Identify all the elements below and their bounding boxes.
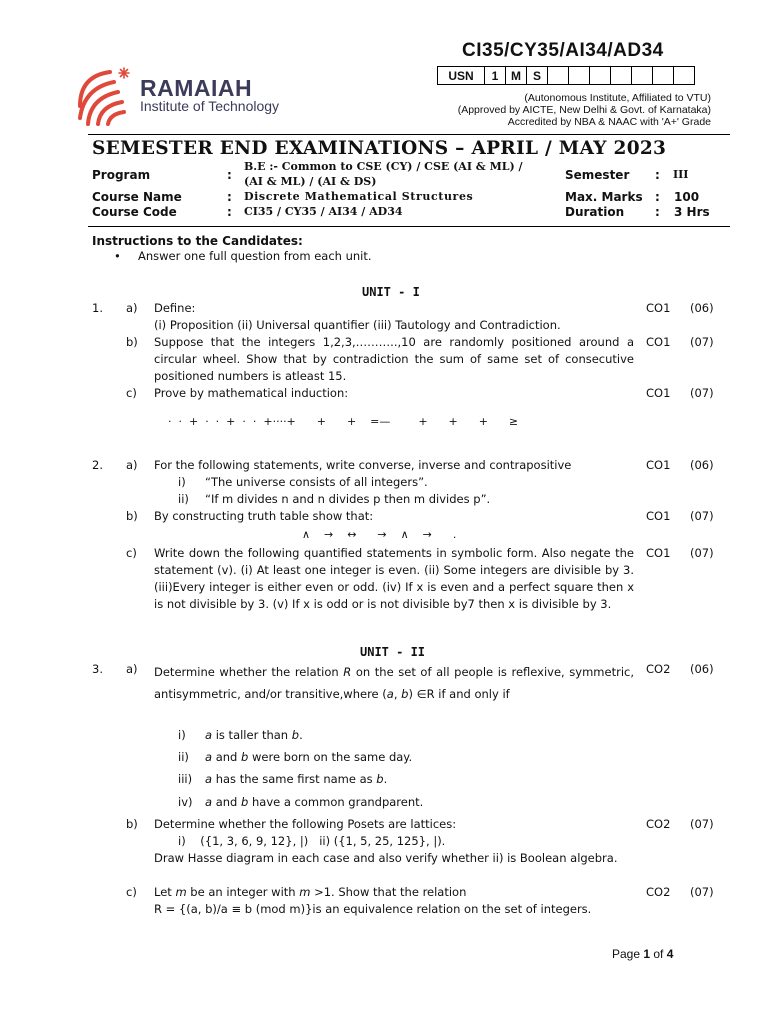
question-text: (i) Proposition (ii) Universal quantifier (iii) Tautology and Contradiction. (154, 318, 561, 332)
bullet-icon: • (114, 249, 121, 263)
course-code-label: Course Code (92, 205, 177, 219)
max-marks-value: 100 (674, 190, 700, 204)
max-marks-label: Max. Marks (565, 190, 643, 204)
duration-value: 3 Hrs (674, 205, 710, 219)
sub-label: a) (126, 301, 138, 315)
marks: (07) (690, 335, 714, 349)
question-text: Define: (154, 301, 196, 315)
usn-cell (548, 67, 569, 85)
marks: (06) (690, 662, 714, 676)
program-value: B.E :- Common to CSE (CY) / CSE (AI & ML) / (244, 160, 523, 173)
sub-label: c) (126, 546, 137, 560)
course-code-value: CI35 / CY35 / AI34 / AD34 (244, 205, 403, 218)
item-number: ii) (178, 750, 189, 764)
item-text: a is taller than b. (205, 728, 303, 742)
usn-cell: S (527, 67, 548, 85)
colon: : (655, 190, 660, 204)
unit-heading: UNIT - I (362, 285, 420, 299)
exam-title: SEMESTER END EXAMINATIONS – APRIL / MAY 2023 (92, 138, 667, 159)
course-name-value: Discrete Mathematical Structures (244, 190, 474, 203)
course-outcome: CO2 (646, 885, 671, 899)
course-outcome: CO1 (646, 509, 671, 523)
item-text: “The universe consists of all integers”. (205, 475, 428, 489)
program-value-cont: (AI & ML) / (AI & DS) (244, 175, 377, 188)
course-outcome: CO1 (646, 386, 671, 400)
accreditation-line: (Autonomous Institute, Affiliated to VTU) (524, 92, 711, 104)
sub-label: a) (126, 458, 138, 472)
usn-cell (611, 67, 632, 85)
unit-heading: UNIT - II (360, 645, 426, 659)
item-text: a has the same first name as b. (205, 772, 388, 786)
item-text: a and b were born on the same day. (205, 750, 413, 764)
question-text: Determine whether the relation R on the set of all people is reflexive, symmetric, antisymmetric, and/or transitive,where (a, b) ∈R if and only if (154, 665, 634, 701)
sub-label: c) (126, 386, 137, 400)
marks: (06) (690, 301, 714, 315)
instruction-item: Answer one full question from each unit. (138, 249, 372, 263)
question-text: Let m be an integer with m >1. Show that the relation (154, 885, 467, 899)
item-number: iii) (178, 772, 193, 786)
truth-table-formula: ∧ → ↔ → ∧ → . (302, 528, 457, 541)
course-outcome: CO1 (646, 546, 671, 560)
colon: : (227, 205, 232, 219)
question-number: 1. (92, 301, 103, 315)
divider (88, 134, 730, 135)
semester-value: III (673, 168, 689, 181)
course-outcome: CO1 (646, 335, 671, 349)
marks: (07) (690, 885, 714, 899)
course-outcome: CO2 (646, 662, 671, 676)
question-number: 3. (92, 662, 103, 676)
course-codes-title: CI35/CY35/AI34/AD34 (462, 40, 664, 61)
colon: : (227, 190, 232, 204)
course-outcome: CO1 (646, 458, 671, 472)
item-number: i) (178, 475, 186, 489)
induction-formula: · · + · · + · · +····+ + + =— + + + ≥ (168, 415, 519, 428)
colon: : (655, 205, 660, 219)
item-text: a and b have a common grandparent. (205, 795, 424, 809)
usn-cell (674, 67, 695, 85)
marks: (07) (690, 546, 714, 560)
usn-grid (437, 66, 695, 85)
item-text: “If m divides n and n divides p then m divides p”. (205, 492, 491, 506)
question-text: By constructing truth table show that: (154, 509, 374, 523)
colon: : (227, 168, 232, 182)
question-text: R = {(a, b)/a ≡ b (mod m)}is an equivalence relation on the set of integers. (154, 902, 592, 916)
question-text: Determine whether the following Posets are lattices: (154, 817, 457, 831)
usn-cell (590, 67, 611, 85)
course-outcome: CO2 (646, 817, 671, 831)
usn-cell: M (506, 67, 527, 85)
sub-label: c) (126, 885, 137, 899)
institute-name: RAMAIAH (140, 75, 253, 101)
semester-label: Semester (565, 168, 630, 182)
item-number: i) (178, 728, 186, 742)
question-text: Suppose that the integers 1,2,3,………..,10 are randomly positioned around a circular wheel. Show that by contradiction the sum of same set of consecutive positioned numbers is atleast 15. (154, 335, 634, 383)
colon: : (655, 168, 660, 182)
question-text: For the following statements, write converse, inverse and contrapositive (154, 458, 572, 472)
sub-label: b) (126, 817, 138, 831)
course-name-label: Course Name (92, 190, 182, 204)
accreditation-line: (Approved by AICTE, New Delhi & Govt. of Karnataka) (457, 104, 711, 116)
institute-subtitle: Institute of Technology (140, 98, 280, 114)
marks: (06) (690, 458, 714, 472)
instructions-heading: Instructions to the Candidates: (92, 234, 303, 248)
marks: (07) (690, 817, 714, 831)
page-number: Page 1 of 4 (612, 947, 674, 961)
item-number: iv) (178, 795, 193, 809)
posets-list: i) ({1, 3, 6, 9, 12}, |) ii) ({1, 5, 25, 125}, |). (178, 834, 446, 848)
sub-label: b) (126, 335, 138, 349)
usn-cell: 1 (485, 67, 506, 85)
marks: (07) (690, 509, 714, 523)
usn-cell (653, 67, 674, 85)
usn-label: USN (438, 67, 485, 85)
sub-label: a) (126, 662, 138, 676)
usn-cell (632, 67, 653, 85)
program-label: Program (92, 168, 151, 182)
question-text: Write down the following quantified statements in symbolic form. Also negate the statement (v). (i) At least one integer is even. (ii) Some integers are divisible by 3. (iii)Every integer is either even or odd. (iv) If x is even and a perfect square then x is not divisible by 3. (v) If x is odd or is not divisible by7 then x is divisible by 3. (154, 546, 634, 611)
ramaiah-logo-icon (76, 66, 132, 126)
item-number: ii) (178, 492, 189, 506)
usn-cell (569, 67, 590, 85)
question-text: Prove by mathematical induction: (154, 386, 349, 400)
duration-label: Duration (565, 205, 625, 219)
sub-label: b) (126, 509, 138, 523)
accreditation-line: Accredited by NBA & NAAC with 'A+' Grade (507, 116, 711, 128)
course-outcome: CO1 (646, 301, 671, 315)
question-number: 2. (92, 458, 103, 472)
divider (88, 226, 730, 227)
marks: (07) (690, 386, 714, 400)
question-text: Draw Hasse diagram in each case and also verify whether ii) is Boolean algebra. (154, 851, 618, 865)
